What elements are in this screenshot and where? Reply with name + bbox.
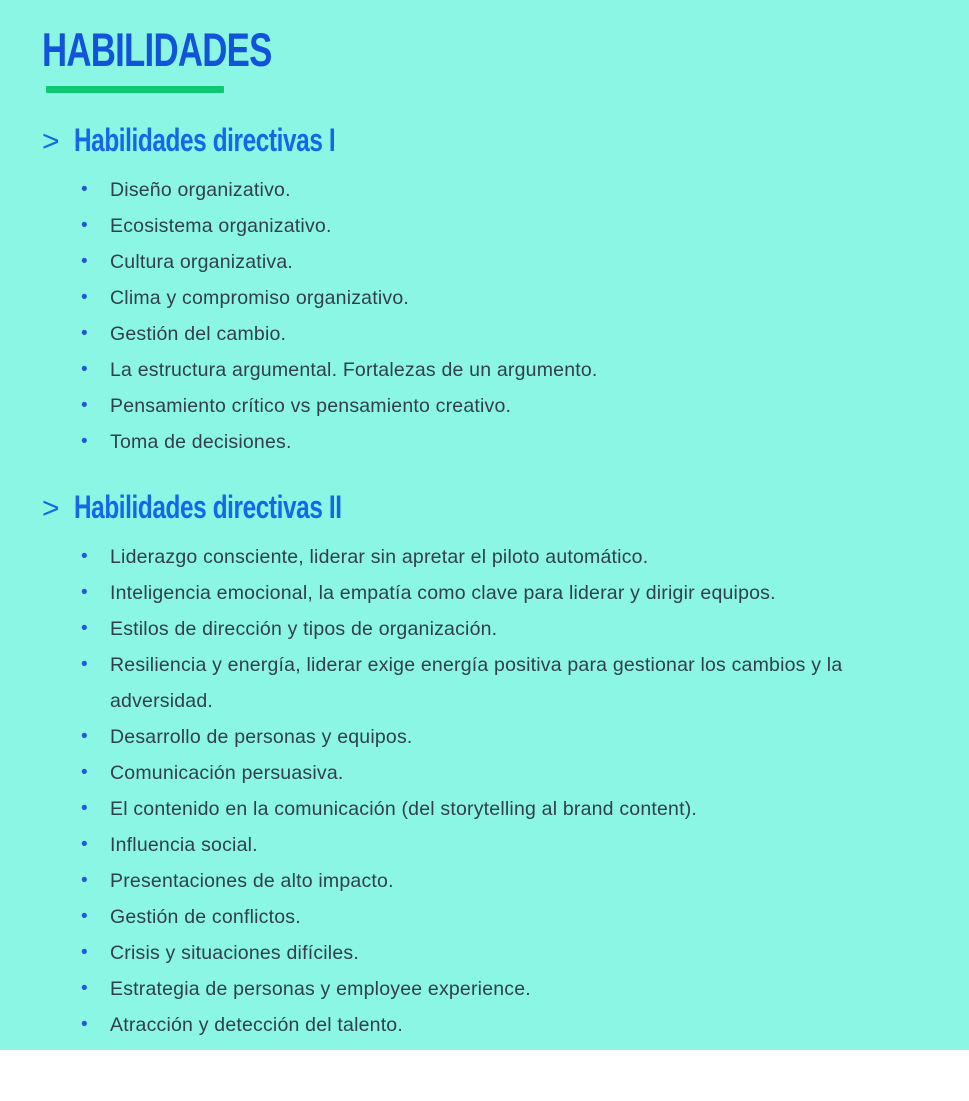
list-item: • Resiliencia y energía, liderar exige energía positiva para gestionar los cambios y la adversidad. [110,647,920,719]
list-item: • Gestión de conflictos. [110,899,920,935]
list-item: • Influencia social. [110,827,920,863]
list-item: • Liderazgo consciente, liderar sin apretar el piloto automático. [110,539,920,575]
list-item: • Presentaciones de alto impacto. [110,863,920,899]
list-item: • Atracción y detección del talento. [110,1007,920,1043]
page-title: HABILIDADES [42,23,272,76]
list-item: • Cultura organizativa. [110,244,920,280]
list-item: • Desarrollo de personas y equipos. [110,719,920,755]
list-item: • La estructura argumental. Fortalezas de un argumento. [110,352,920,388]
section-habilidades-directivas-2 [42,490,929,1043]
list-item: • Estrategia de personas y employee experience. [110,971,920,1007]
section-title: Habilidades directivas I [73,122,335,158]
list-item: • Comunicación persuasiva. [110,755,920,791]
section-heading [42,490,929,525]
list-item: • Crisis y situaciones difíciles. [110,935,920,971]
section-heading [42,123,929,158]
list-item: • Estilos de dirección y tipos de organización. [110,611,920,647]
list-item: • El contenido en la comunicación (del storytelling al brand content). [110,791,920,827]
bottom-white-strip [0,1050,969,1101]
section-habilidades-directivas-1 [42,123,929,460]
section-title: Habilidades directivas II [73,489,342,526]
title-underline [46,86,224,93]
chevron-right-icon: > [42,492,60,526]
list-item: • Ecosistema organizativo. [110,208,920,244]
list-item: • Gestión del cambio. [110,316,920,352]
list-item: • Pensamiento crítico vs pensamiento creativo. [110,388,920,424]
list-item: • Clima y compromiso organizativo. [110,280,920,316]
chevron-right-icon: > [42,125,60,158]
skills-list-2 [42,539,929,1043]
list-item: • Inteligencia emocional, la empatía como clave para liderar y dirigir equipos. [110,575,920,611]
skills-list-1 [42,172,929,460]
list-item: • Diseño organizativo. [110,172,920,208]
list-item: • Toma de decisiones. [110,424,920,460]
